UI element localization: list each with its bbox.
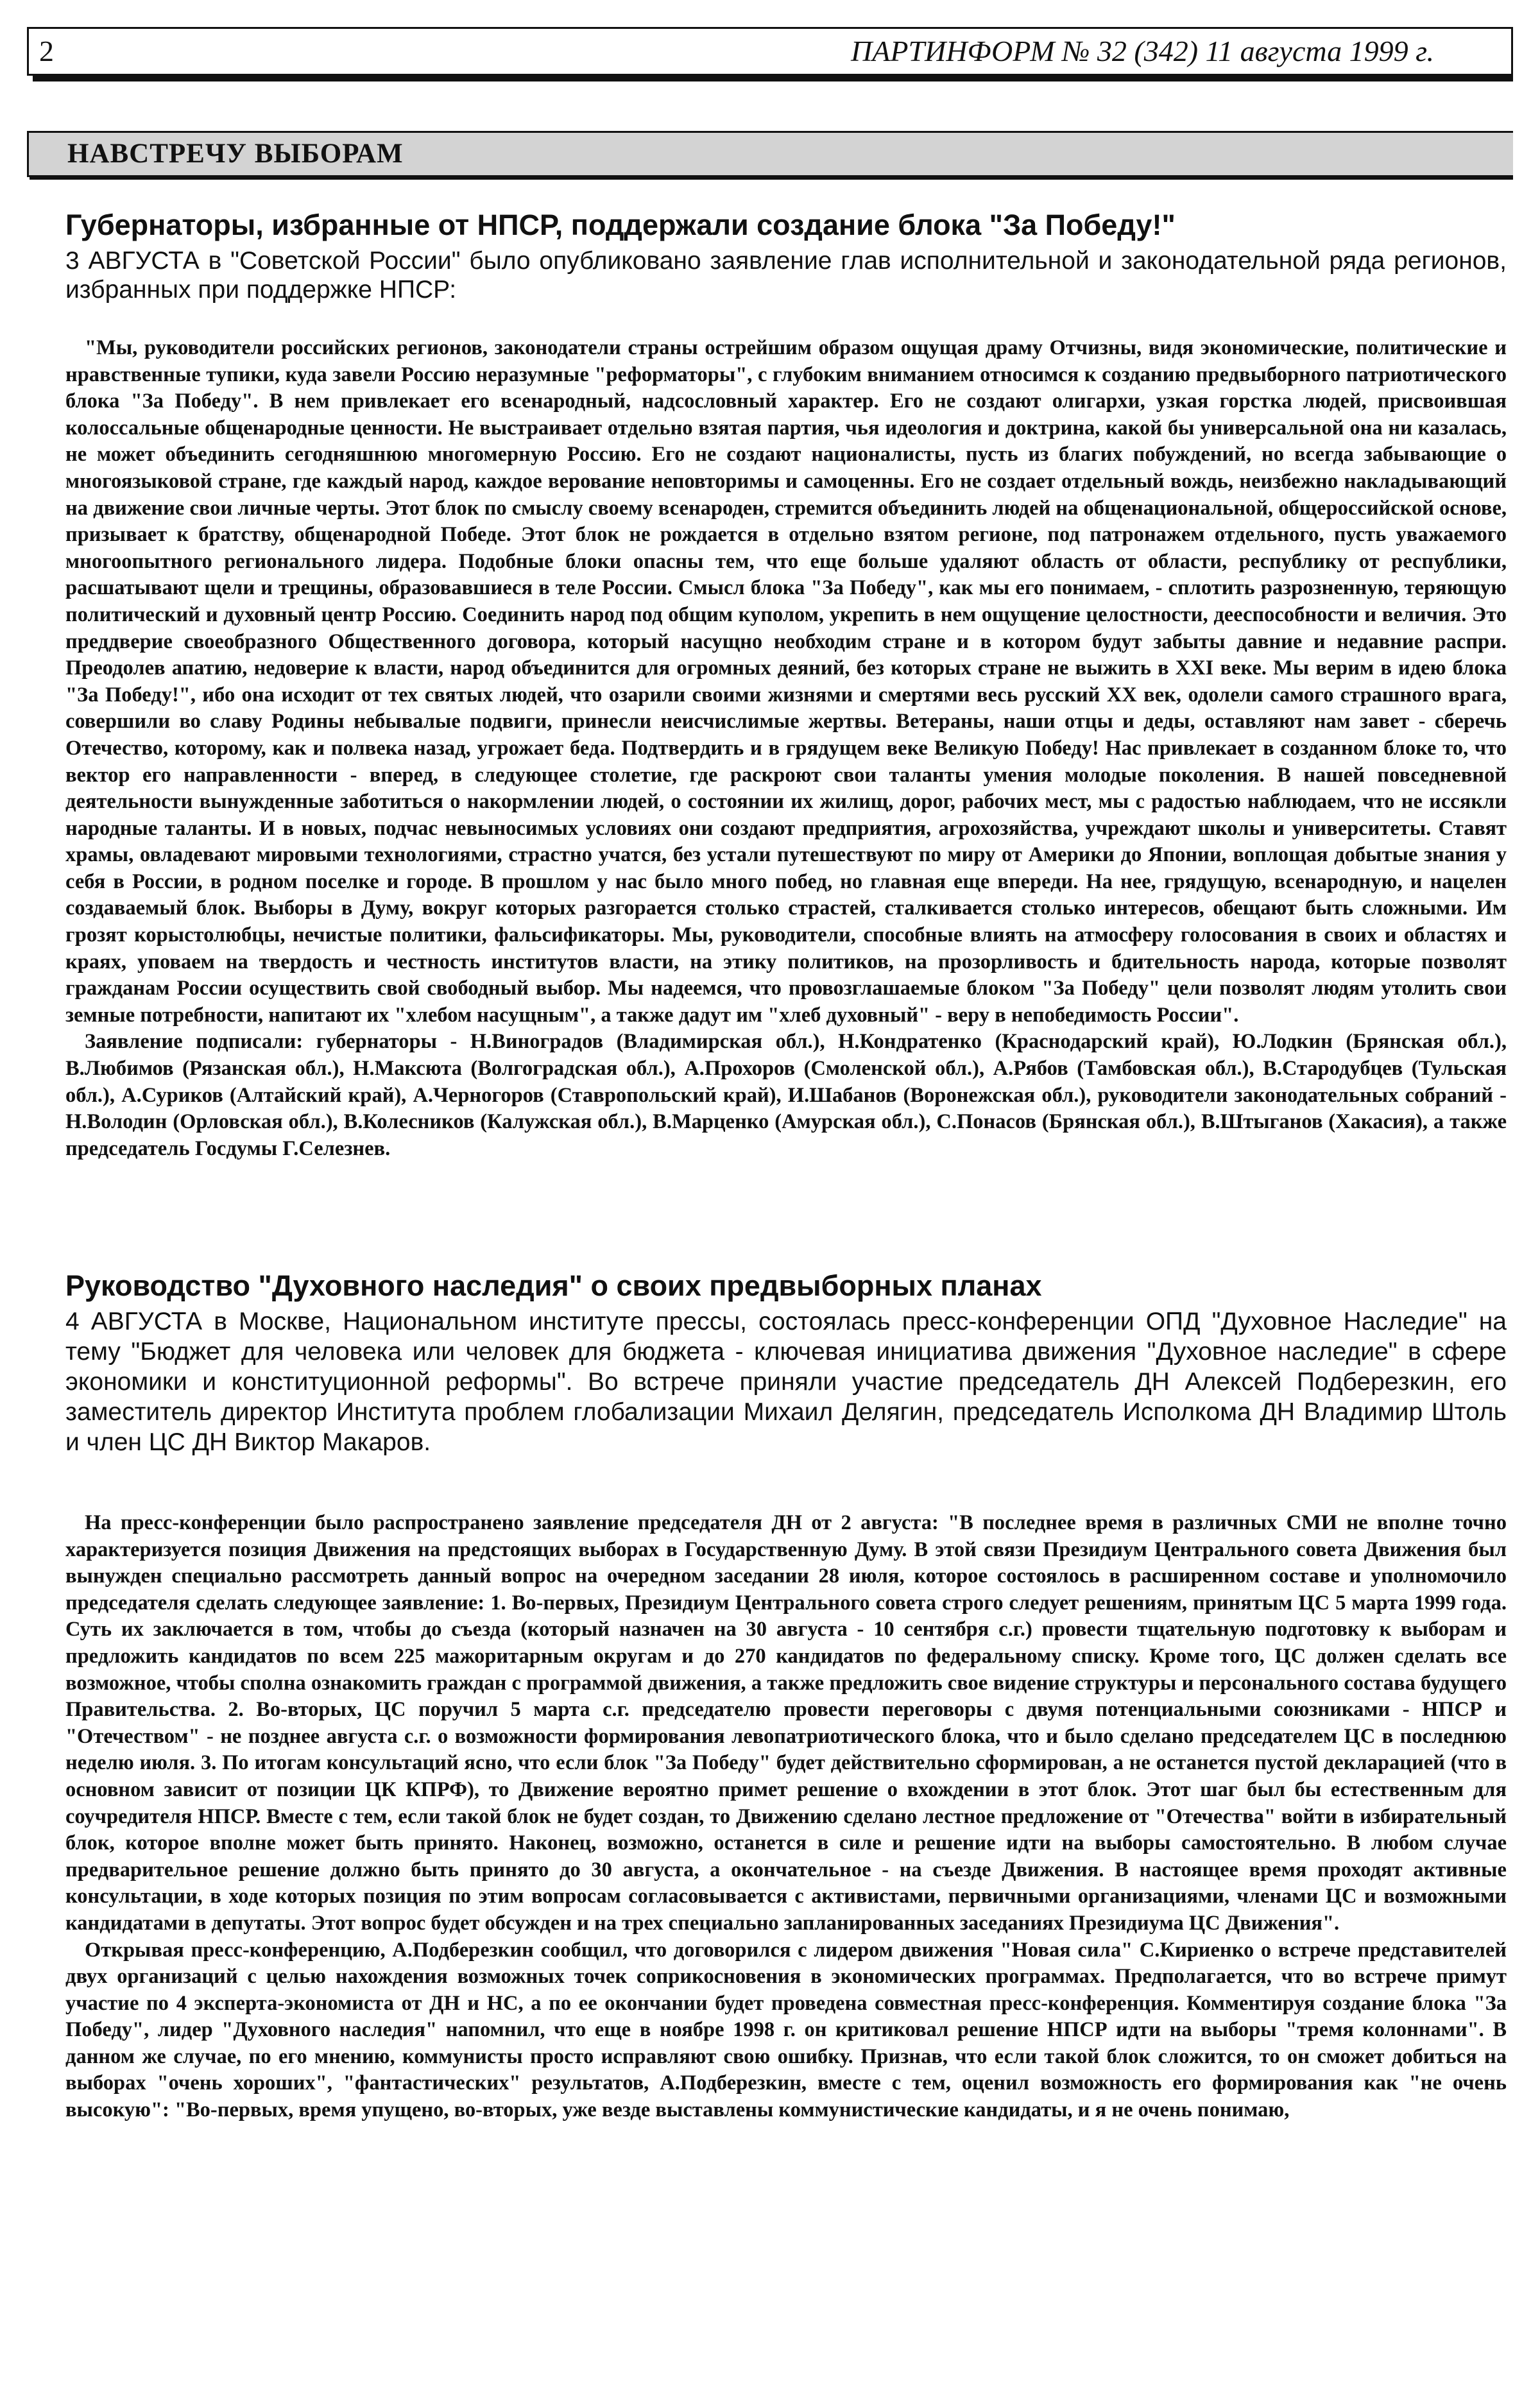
article-2-body [65, 1510, 1507, 2124]
article-1-paragraph: "Мы, руководители российских регионов, законодатели страны острейшим образом ощущая драму Отчизны, видя экономические, политические и нравственные тупики, куда завели Россию неразумные "реформаторы", с глубоким вниманием относимся к созданию предвыборного патриотического блока "За Победу". В нем привлекает его всенародный, надсословный характер. Его не создают олигархи, узкая горстка людей, присвоившая колоссальные общенародные ценности. Не выстраивает отдельно взятая партия, чья идеология и доктрина, какой бы универсальной она ни казалась, не может объединить сегодняшнюю многомерную Россию. Его не создают националисты, пусть из благих побуждений, но всегда забывающие о многоязыковой стране, где каждый народ, каждое верование неповторимы и самоценны. Его не создает отдельный вождь, неизбежно накладывающий на движение свои личные черты. Этот блок по смыслу своему всенароден, стремится объединить людей на общенациональной, общероссийской основе, призывает к братству, общенародной Победе. Этот блок не рождается в отдельно взятом регионе, под патронажем отдельного, пусть уважаемого многоопытного регионального лидера. Подобные блоки опасны тем, что еще больше удаляют область от области, республику от республики, расшатывают щели и трещины, образовавшиеся в теле России. Смысл блока "За Победу", как мы его понимаем, - сплотить разрозненную, теряющую политический и духовный центр Россию. Соединить народ под общим куполом, укрепить в нем ощущение целостности, дееспособности и величия. Это преддверие своеобразного Общественного договора, который насущно необходим стране и в котором будут забыты давние и недавние распри. Преодолев апатию, недоверие к власти, народ объединится для огромных деяний, без которых стране не выжить в XXI веке. Мы верим в идею блока "За Победу!", ибо она исходит от тех святых людей, что озарили своими жизнями и смертями весь русский XX век, одолели самого страшного врага, совершили во славу Родины небывалые подвиги, принесли неисчислимые жертвы. Ветераны, наши отцы и деды, оставляют нам завет - сберечь Отечество, которому, как и полвека назад, угрожает беда. Подтвердить и в грядущем веке Великую Победу! Нас привлекает в созданном блоке то, что вектор его направленности - вперед, в следующее столетие, где раскроют свои таланты умения молодые поколения. В нашей повседневной деятельности вынужденные заботиться о накормлении людей, о состоянии их жилищ, дорог, рабочих мест, мы с радостью наблюдаем, что не иссякли народные таланты. И в новых, подчас невыносимых условиях они создают предприятия, агрохозяйства, учреждают школы и университеты. Ставят храмы, овладевают мировыми технологиями, страстно учатся, без устали путешествуют по миру от Америки до Японии, воплощая добытые знания у себя в России, в родном поселке и городе. В прошлом у нас было много побед, но главная еще впереди. На нее, грядущую, всенародную, и нацелен создаваемый блок. Выборы в Думу, вокруг которых разгорается столько страстей, сталкивается столько интересов, обещают быть сложными. Им грозят корыстолюбцы, нечистые политики, фальсификаторы. Мы, руководители, способные влиять на атмосферу голосования в своих и областях и краях, уповаем на твердость и честность институтов власти, на этику политиков, на прозорливость и бдительность народа, которые позволят гражданам России осуществить свой свободный выбор. Мы надеемся, что провозглашаемые блоком "За Победу" цели позволят людям утолить свои земные потребности, напитают их "хлебом насущным", а также дадут им "хлеб духовный" - веру в непобедимость России". [65, 336, 1507, 1027]
article-2-paragraph: На пресс-конференции было распространено заявление председателя ДН от 2 августа: "В последнее время в различных СМИ не вполне точно характеризуется позиция Движения на предстоящих выборах в Государственную Думу. В этой связи Президиум Центрального совета Движения был вынужден специально рассмотреть данный вопрос на очередном заседании 28 июля, которое состоялось в расширенном составе и уполномочило председателя сделать следующее заявление: 1. Во-первых, Президиум Центрального совета строго следует решениям, принятым ЦС 5 марта 1999 года. Суть их заключается в том, чтобы до съезда (который назначен на 30 августа - 10 сентября с.г.) провести тщательную подготовку к выборам и предложить кандидатов по всем 225 мажоритарным округам и до 270 кандидатов по федеральному списку. Кроме того, ЦС должен сделать все возможное, чтобы сполна ознакомить граждан с программой движения, а также предложить свое видение структуры и персонального состава будущего Правительства. 2. Во-вторых, ЦС поручил 5 марта с.г. председателю провести переговоры с двумя потенциальными союзниками - НПСР и "Отечеством" - не позднее августа с.г. о возможности формирования левопатриотического блока, что и было сделано председателем ЦС в последнюю неделю июля. 3. По итогам консультаций ясно, что если блок "За Победу" будет действительно сформирован, а не останется пустой декларацией (что в основном зависит от позиции ЦК КПРФ), то Движение вероятно примет решение о вхождении в этот блок. Этот шаг был бы естественным для соучредителя НПСР. Вместе с тем, если такой блок не будет создан, то Движению сделано лестное предложение от "Отечества" войти в избирательный блок, которое вполне может быть принято. Наконец, возможно, останется в силе и решение идти на выборы самостоятельно. В любом случае предварительное решение должно быть принято до 30 августа, а окончательное - на съезде Движения. В настоящее время проходят активные консультации, в ходе которых позиция по этим вопросам согласовывается с активистами, первичными организациями, членами ЦС и возможными кандидатами в депутаты. Этот вопрос будет обсужден и на трех специально запланированных заседаниях Президиума ЦС Движения". [65, 1511, 1507, 1935]
section-bar [27, 131, 1513, 177]
article-1-signatories: Заявление подписали: губернаторы - Н.Виноградов (Владимирская обл.), Н.Кондратенко (Краснодарский край), Ю.Лодкин (Брянская обл.), В.Любимов (Рязанская обл.), Н.Максюта (Волгоградская обл.), А.Прохоров (Смоленской обл.), А.Рябов (Тамбовская обл.), В.Стародубцев (Тульская обл.), А.Суриков (Алтайский край), А.Черногоров (Ставропольский край), И.Шабанов (Воронежская обл.), руководители законодательных собраний - Н.Володин (Орловская обл.), В.Колесников (Калужская обл.), В.Марценко (Амурская обл.), С.Понасов (Брянская обл.), В.Штыганов (Хакасия), а также председатель Госдумы Г.Селезнев. [65, 1030, 1507, 1160]
article-2-headline: Руководство "Духовного наследия" о своих предвыборных планах [65, 1269, 1042, 1302]
article-2-paragraph: Открывая пресс-конференцию, А.Подберезкин сообщил, что договорился с лидером движения "Новая сила" С.Кириенко о встрече представителей двух организаций с целью нахождения возможных точек соприкосновения в экономических программах. Предполагается, что во встрече примут участие по 4 эксперта-экономиста от ДН и НС, а по ее окончании будет проведена совместная пресс-конференция. Комментируя создание блока "За Победу", лидер "Духовного наследия" напомнил, что еще в ноябре 1998 г. он критиковал решение НПСР идти на выборы "тремя колоннами". В данном же случае, по его мнению, коммунисты просто исправляют свою ошибку. Признав, что если такой блок сложится, то он сможет добиться на выборах "очень хороших", "фантастических" результатов, А.Подберезкин, вместе с тем, оценил возможность его формирования как "не очень высокую": "Во-первых, время упущено, во-вторых, уже везде выставлены коммунистические кандидаты, и я не очень понимаю, [65, 1938, 1507, 2122]
section-title: НАВСТРЕЧУ ВЫБОРАМ [67, 139, 404, 169]
issue-info: ПАРТИНФОРМ № 32 (342) 11 августа 1999 г. [851, 35, 1434, 67]
article-2-lead: 4 АВГУСТА в Москве, Национальном институте прессы, состоялась пресс-конференции ОПД "Духовное Наследие" на тему "Бюджет для человека или человек для бюджета - ключевая инициатива движения "Духовное наследие" в сфере экономики и конституционной реформы". Во встрече приняли участие председатель ДН Алексей Подберезкин, его заместитель директор Института проблем глобализации Михаил Делягин, председатель Исполкома ДН Владимир Штоль и член ЦС ДН Виктор Макаров. [65, 1308, 1507, 1456]
page-number: 2 [39, 35, 54, 67]
article-1-body [65, 335, 1507, 1162]
article-1-headline: Губернаторы, избранные от НПСР, поддержали создание блока "За Победу!" [65, 209, 1176, 241]
page-header [27, 27, 1513, 76]
article-1-lead: 3 АВГУСТА в "Советской России" было опубликовано заявление глав исполнительной и законодательной ряда регионов, избранных при поддержке НПСР: [65, 247, 1507, 304]
newspaper-page [27, 27, 1513, 2355]
